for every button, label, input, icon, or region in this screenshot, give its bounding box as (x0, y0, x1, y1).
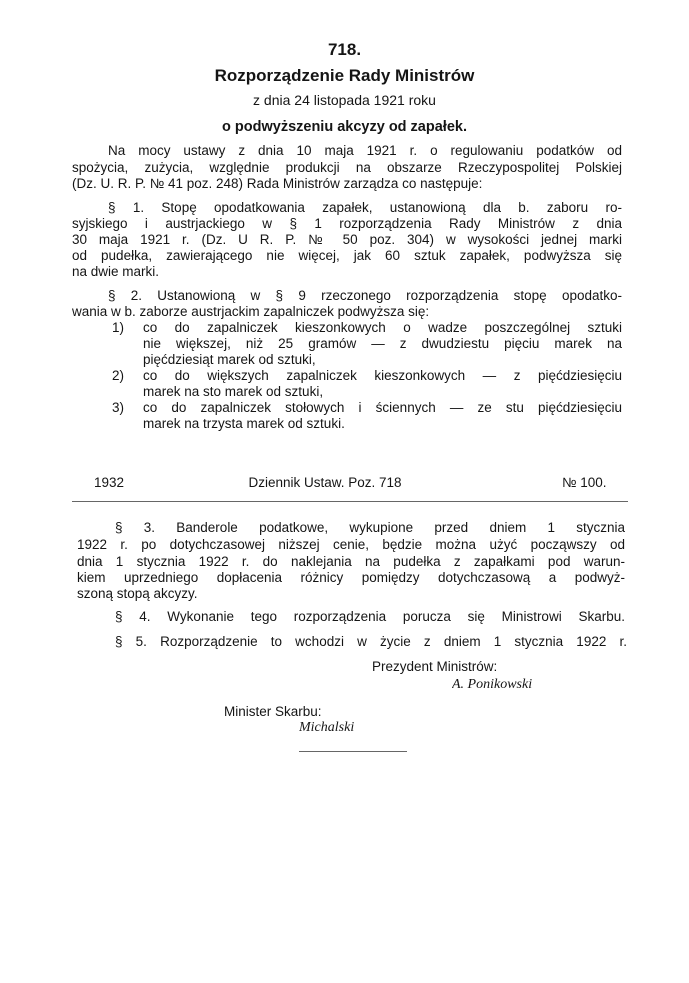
fm-signature-name: Michalski (299, 720, 355, 735)
paragraph-2-line: wania w b. zaborze austrjackim zapalniczek podwyższa się: (72, 304, 430, 319)
list-item-line: co do zapalniczek stołowych i ściennych — ze stu pięćdziesięciu (143, 400, 622, 415)
act-number: 718. (327, 40, 362, 59)
list-item-line: pięćdziesiąt marek od sztuki, (143, 352, 316, 367)
list-item-number: 2) (112, 368, 125, 383)
paragraph-5: § 5. Rozporządzenie to wchodzi w życie z dniem 1 stycznia 1922 r. (115, 634, 627, 649)
paragraph-4: § 4. Wykonanie tego rozporządzenia porucza się Ministrowi Skarbu. (115, 609, 625, 624)
preamble-line: Na mocy ustawy z dnia 10 maja 1921 r. o regulowaniu podatków od (108, 143, 622, 158)
paragraph-3-line: 1922 r. po dotychczasowej niższej cenie, będzie można użyć począwszy od (77, 537, 625, 552)
fm-signature-title: Minister Skarbu: (224, 704, 322, 719)
preamble-line: spożycia, zużycia, względnie produkcji na obszarze Rzeczypospolitej Polskiej (72, 160, 622, 175)
issue-number: № 100. (562, 475, 607, 490)
list-item-number: 1) (112, 320, 125, 335)
paragraph-3-line: kiem uprzedniego dopłacenia różnicy pomiędzy dotychczasową a podwyż- (77, 570, 625, 585)
paragraph-1-line: od pudełka, zawierającego nie więcej, jak 60 sztuk zapałek, podwyższa się (72, 248, 622, 263)
subject-line: o podwyższeniu akcyzy od zapałek. (222, 119, 467, 135)
document-title: Rozporządzenie Rady Ministrów (214, 66, 475, 85)
pm-signature-name: A. Ponikowski (452, 677, 533, 692)
date-line: z dnia 24 listopada 1921 roku (253, 92, 436, 108)
list-item-line: co do zapalniczek kieszonkowych o wadze poszczególnej sztuki (143, 320, 622, 335)
paragraph-3-line: dnia 1 stycznia 1922 r. do naklejania na pudełka z zapałkami pod warun- (77, 554, 625, 569)
paragraph-1-line: 30 maja 1921 r. (Dz. U R. P. № 50 poz. 304) w wysokości jednej marki (72, 232, 622, 247)
paragraph-3-line: szoną stopą akcyzy. (77, 586, 198, 601)
list-item-line: nie większej, niż 25 gramów — z dwudziestu pięciu marek na (143, 336, 622, 351)
list-item-line: marek na trzysta marek od sztuki. (143, 416, 345, 431)
paragraph-1-line: syjskiego i austrjackiego w § 1 rozporządzenia Rady Ministrów z dnia (72, 216, 622, 231)
running-title: Dziennik Ustaw. Poz. 718 (248, 475, 402, 490)
paragraph-2-line: § 2. Ustanowioną w § 9 rzeczonego rozporządzenia stopę opodatko- (108, 288, 622, 303)
preamble-line: (Dz. U. R. P. № 41 poz. 248) Rada Ministrów zarządza co następuje: (72, 176, 483, 191)
closing-rule (299, 751, 407, 752)
pm-signature-title: Prezydent Ministrów: (372, 659, 498, 674)
paragraph-1-line: § 1. Stopę opodatkowania zapałek, ustanowioną dla b. zaboru ro- (108, 200, 622, 215)
list-item-number: 3) (112, 400, 125, 415)
list-item-line: marek na sto marek od sztuki, (143, 384, 324, 399)
list-item-line: co do większych zapalniczek kieszonkowych — z pięćdziesięciu (143, 368, 622, 383)
paragraph-3-line: § 3. Banderole podatkowe, wykupione przed dniem 1 stycznia (115, 520, 625, 535)
paragraph-1-line: na dwie marki. (72, 264, 160, 279)
page-number: 1932 (94, 475, 125, 490)
header-rule (72, 501, 628, 502)
